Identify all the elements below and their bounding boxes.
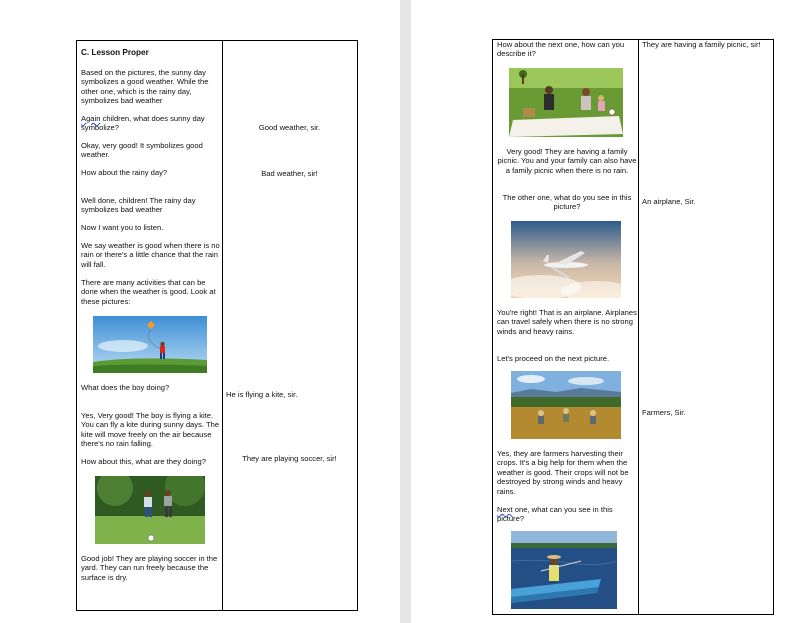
teacher-text: What does the boy doing?	[81, 383, 170, 392]
boat-photo	[511, 531, 617, 609]
teacher-text: You're right! That is an airplane. Airplanes can travel safely when there is no strong winds and heavy rains.	[497, 308, 637, 336]
teacher-text: How about the rainy day?	[81, 168, 168, 177]
teacher-text: Okay, very good! It symbolizes good weather.	[81, 141, 203, 160]
student-response: Bad weather, sir!	[261, 169, 318, 178]
section-heading: C. Lesson Proper	[81, 48, 149, 57]
teacher-text: Let's proceed on the next picture.	[497, 354, 610, 363]
teacher-text: Yes, Very good! The boy is flying a kite. You can fly a kite during sunny days. The kite will move freely on the air because there's no rain falling.	[81, 411, 220, 449]
teacher-text: Yes, they are farmers harvesting their crops. It's a big help for them when the weather is good. Their crops will not be destroyed by strong winds and heavy rains.	[497, 449, 629, 496]
right-page	[411, 0, 799, 623]
student-response: He is flying a kite, sir.	[226, 390, 298, 399]
student-response: They are having a family picnic, sir!	[642, 40, 761, 49]
teacher-text: There are many activities that can be done when the weather is good. Look at these pictures:	[81, 278, 216, 306]
next-word: Next	[497, 505, 513, 514]
teacher-text: Good job! They are playing soccer in the yard. They can run freely because the surface is dry.	[81, 554, 218, 582]
teacher-text: Based on the pictures, the sunny day symbolizes a good weather. While the other one, which is the rainy day, symbolizes bad weather	[81, 68, 209, 106]
teacher-text: Again children, what does sunny day symbolize?	[81, 114, 205, 133]
teacher-text: The other one, what do you see in this picture?	[502, 193, 632, 212]
student-response: Farmers, Sir.	[642, 408, 686, 417]
picnic-photo	[509, 68, 623, 137]
student-response: Good weather, sir.	[258, 123, 321, 132]
again-word: Again	[81, 114, 101, 123]
page-gutter	[400, 0, 411, 623]
airplane-photo	[511, 221, 621, 298]
teacher-text: Now I want you to listen.	[81, 223, 164, 232]
kite-photo	[93, 316, 207, 373]
teacher-text: Well done, children! The rainy day symbolizes bad weather	[81, 196, 196, 215]
student-response: An airplane, Sir.	[642, 197, 696, 206]
teacher-text: Very good! They are having a family picnic. You and your family can also have a family picnic when there is no rain.	[497, 147, 637, 175]
teacher-text: How about the next one, how can you describe it?	[497, 40, 625, 59]
student-response: They are playing soccer, sir!	[242, 454, 337, 463]
farmers-photo	[511, 371, 621, 439]
teacher-text: We say weather is good when there is no rain or there's a little chance that the rain will fall.	[81, 241, 220, 269]
teacher-text: How about this, what are they doing?	[81, 457, 206, 466]
teacher-text: Next one, what can you see in this picture?	[497, 505, 613, 524]
soccer-photo	[95, 476, 205, 544]
